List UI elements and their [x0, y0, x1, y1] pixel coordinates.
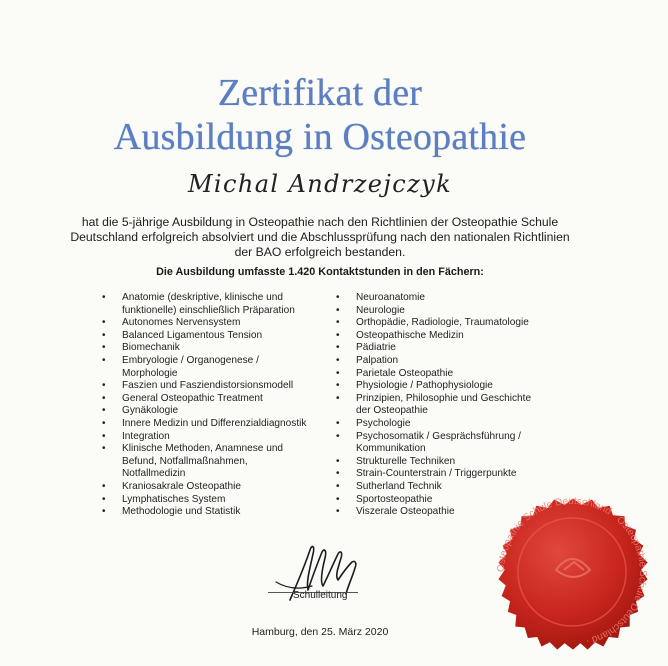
subject-item: • Autonomes Nervensystem — [102, 317, 332, 330]
subject-item: • Sutherland Technik — [336, 481, 536, 494]
subject-item: • Faszien und Fasziendistorsionsmodell — [102, 380, 332, 393]
subject-item: • Balanced Ligamentous Tension — [102, 330, 332, 343]
subject-item: • Viszerale Osteopathie — [336, 506, 536, 519]
subject-item: • Prinzipien, Philosophie und Geschichte der Osteopathie — [336, 393, 536, 418]
subject-item: • Embryologie / Organogenese / Morphologie — [102, 355, 332, 380]
subject-item: • Klinische Methoden, Anamnese und Befund, Notfallmaßnahmen, Notfallmedizin — [102, 443, 332, 481]
subject-item: • Gynäkologie — [102, 405, 332, 418]
certificate-title-line1: Zertifikat der — [217, 72, 423, 114]
subject-item: • Physiologie / Pathophysiologie — [336, 380, 536, 393]
subject-item: • Neuroanatomie — [336, 292, 536, 305]
subject-item: • Parietale Osteopathie — [336, 368, 536, 381]
signature-label: Schulleitung — [293, 590, 348, 601]
subject-item: • Palpation — [336, 355, 536, 368]
training-scope: Die Ausbildung umfasste 1.420 Kontaktstunden in den Fächern: — [156, 266, 484, 278]
subject-item: • Anatomie (deskriptive, klinische und funktionelle) einschließlich Präparation — [102, 292, 332, 317]
subject-item: • Innere Medizin und Differenzialdiagnostik — [102, 418, 332, 431]
subject-item: • Kraniosakrale Osteopathie — [102, 481, 332, 494]
subject-item: • Biomechanik — [102, 342, 332, 355]
subject-item: • Methodologie und Statistik — [102, 506, 332, 519]
subject-item: • Osteopathische Medizin — [336, 330, 536, 343]
subject-list-left — [102, 292, 332, 519]
recipient-name: Michal Andrzejczyk — [187, 170, 453, 198]
subject-item: • Strain-Counterstrain / Triggerpunkte — [336, 468, 536, 481]
subject-item: • Sportosteopathie — [336, 494, 536, 507]
place-and-date: Hamburg, den 25. März 2020 — [251, 626, 389, 638]
subject-item: • Strukturelle Techniken — [336, 456, 536, 469]
certificate-title-line2: Ausbildung in Osteopathie — [113, 116, 527, 158]
subject-item: • Psychosomatik / Gesprächsführung / Kommunikation — [336, 431, 536, 456]
seal-text: Osteopathie Schule Deutschland · Osteopathie Schule Deutschland · — [495, 495, 649, 647]
subject-item: • Psychologie — [336, 418, 536, 431]
subject-item: • Lymphatisches System — [102, 494, 332, 507]
subject-item: • Neurologie — [336, 305, 536, 318]
subject-item: • Integration — [102, 431, 332, 444]
subject-item: • Pädiatrie — [336, 342, 536, 355]
subject-item: • Orthopädie, Radiologie, Traumatologie — [336, 317, 536, 330]
subject-item: • General Osteopathic Treatment — [102, 393, 332, 406]
certificate-statement: hat die 5-jährige Ausbildung in Osteopathie nach den Richtlinien der Osteopathie Schule Deutschland erfolgreich absolviert und die Abschlussprüfung nach den nationalen Richtlinien der BAO erfolgreich bestanden. — [70, 215, 570, 259]
